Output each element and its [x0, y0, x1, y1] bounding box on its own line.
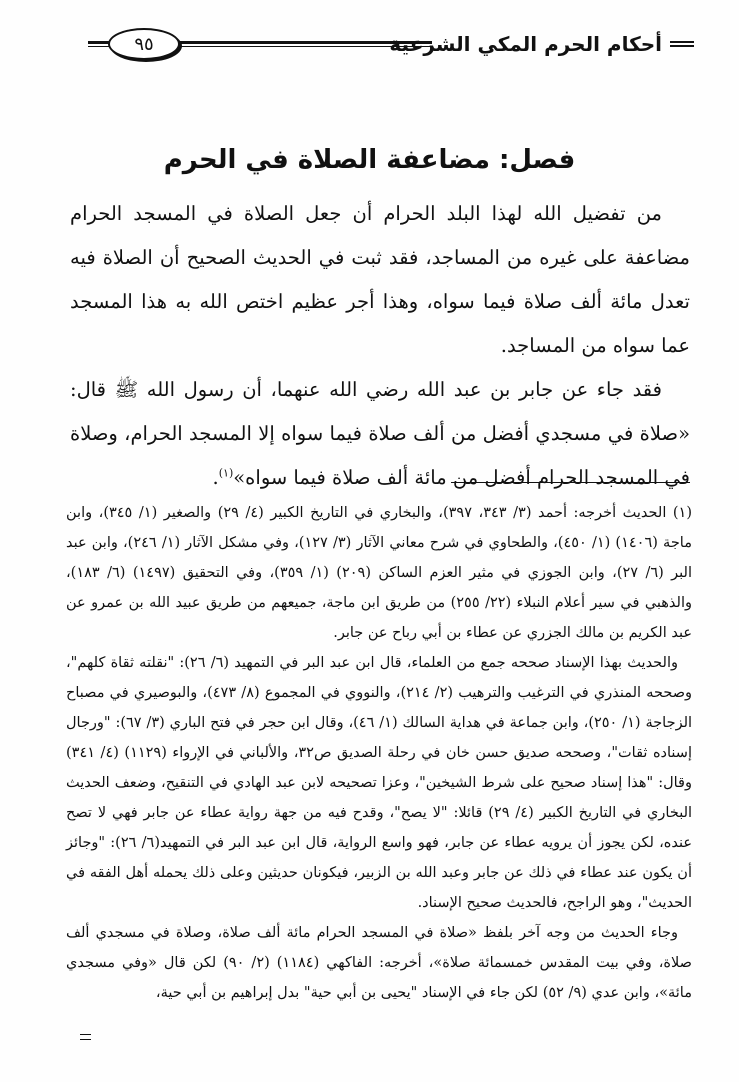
header-rule-left: [88, 41, 110, 47]
book-title: أحكام الحرم المكي الشرعية: [389, 32, 662, 56]
footnote-1-paragraph: وجاء الحديث من وجه آخر بلفظ «صلاة في المسجد الحرام مائة ألف صلاة، وصلاة في مسجدي ألف صلاة، وفي بيت المقدس خمسمائة صلاة»، أخرجه: الفاكهي (١١٨٤) (٢/ ٩٠) لكن قال «وفي مسجدي مائة»، وابن عدي (٩/ ٥٢) لكن جاء في الإسناد "يحيى بن أبي حية" بدل إبراهيم بن أبي حية،: [66, 925, 692, 1001]
footnote-1: (١) الحديث أخرجه: أحمد (٣/ ٣٤٣، ٣٩٧)، والبخاري في التاريخ الكبير (٤/ ٢٩) والصغير (١/ ٣٤٥)، وابن ماجة (١٤٠٦) (١/ ٤٥٠)، والطحاوي في شرح معاني الآثار (٣/ ١٢٧)، وفي مشكل الآثار (١/ ٢٤٦)، وابن عبد البر (٦/ ٢٧)، وابن الجوزي في مثير العزم الساكن (٢٠٩) (١/ ٣٥٩)، وفي التحقيق (١٤٩٧) (٦/ ١٨٣)، والذهبي في سير أعلام النبلاء (٢٢/ ٢٥٥) من طريق ابن ماجة، جميعهم من طريق عبيد الله بن عمرو عن عبد الكريم بن مالك الجزري عن عطاء بن أبي رباح عن جابر.: [66, 505, 693, 641]
paragraph-hadith: [70, 368, 690, 500]
footnote-reference[interactable]: (١): [218, 466, 234, 480]
main-text: [70, 192, 690, 500]
footnote-separator: [451, 482, 690, 483]
section-title: فصل: مضاعفة الصلاة في الحرم: [163, 145, 576, 175]
hadith-text: فقد جاء عن جابر بن عبد الله رضي الله عنهما، أن رسول الله ﷺ قال: «صلاة في مسجدي أفضل من ألف صلاة فيما سواه إلا المسجد الحرام، وصلاة في المسجد الحرام أفضل من مائة ألف صلاة فيما سواه»: [70, 378, 690, 489]
period: .: [212, 466, 219, 489]
header-rule: [180, 41, 432, 47]
header-ornament-mark: [670, 41, 694, 47]
footnotes: [66, 498, 692, 1008]
page-header: [88, 28, 694, 62]
continuation-mark: [80, 1034, 91, 1040]
footnote-1-paragraph: والحديث بهذا الإسناد صححه جمع من العلماء، قال ابن عبد البر في التمهيد (٦/ ٢٦): "نقلته ثقاة كلهم"، وصححه المنذري في الترغيب والترهيب (٢/ ٢١٤)، والنووي في المجموع (٨/ ٤٧٣)، والبوصيري في مصباح الزجاجة (١/ ٢٥٠)، وابن جماعة في هداية السالك (١/ ٤٦)، وقال ابن حجر في فتح الباري (٣/ ٦٧): "ورجال إسناده ثقات"، وصححه صديق حسن خان في رحلة الصديق ص٣٢، والألباني في الإرواء (١١٢٩) (٤/ ٣٤١) وقال: "هذا إسناد صحيح على شرط الشيخين"، وعزا تصحيحه لابن عبد الهادي في التنقيح، وضعف الحديث البخاري في التاريخ الكبير (٤/ ٢٩) قائلا: "لا يصح"، وقدح فيه من جهة رواية عطاء عن جابر فهي لا تصح عنده، لكن يجوز أن يرويه عطاء عن جابر، فهو واسع الرواية، قال ابن عبد البر في التمهيد(٦/ ٢٦): "وجائز أن يكون عند عطاء في ذلك عن جابر وعبد الله بن الزبير، فيكونان حديثين وعلى ذلك يحمله أهل الفقه في الحديث"، وهو الراجح، فالحديث صحيح الإسناد.: [66, 655, 693, 911]
paragraph: من تفضيل الله لهذا البلد الحرام أن جعل الصلاة في المسجد الحرام مضاعفة على غيره من المساجد، فقد ثبت في الحديث الصحيح أن الصلاة فيه تعدل مائة ألف صلاة فيما سواه، وهذا أجر عظيم اختص الله به هذا المسجد عما سواه من المساجد.: [70, 202, 690, 357]
page-number: ٩٥: [108, 28, 180, 60]
